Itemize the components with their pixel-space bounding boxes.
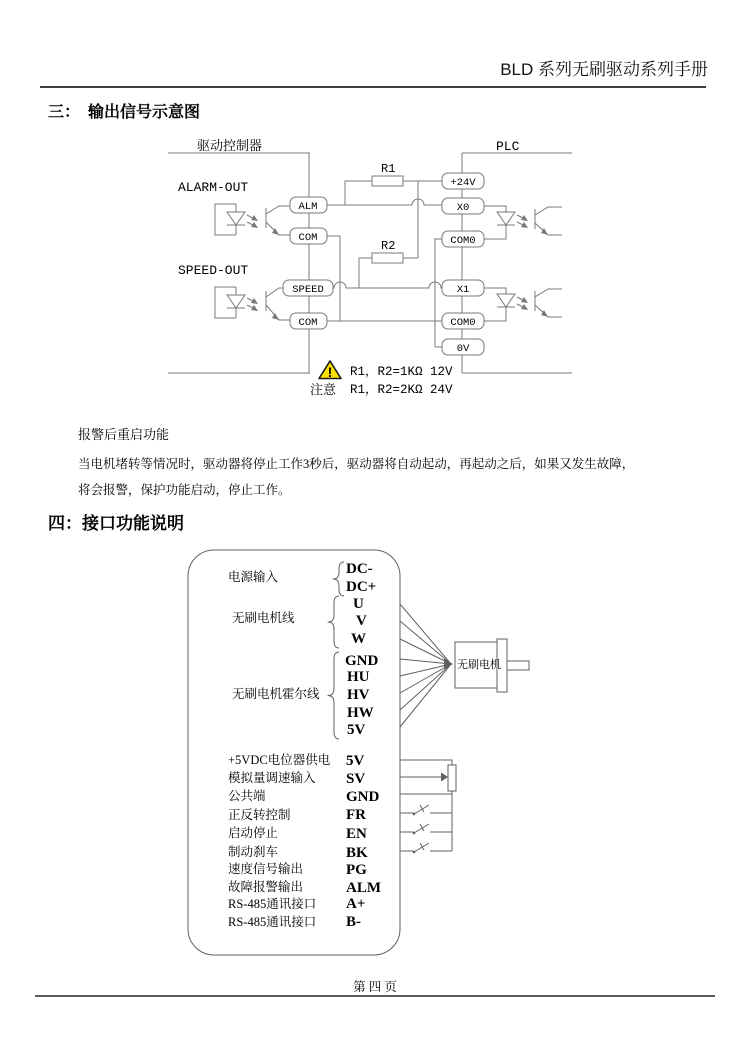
pin-en: EN (346, 826, 367, 842)
pin-bk: BK (346, 845, 368, 861)
terminal-alm (290, 197, 327, 213)
pin-5v-hall: 5V (347, 722, 366, 738)
row-common-label: 公共端 (228, 789, 266, 803)
pin-group-braces (328, 562, 344, 739)
pin-u: U (353, 596, 364, 612)
pin-gnd-hall: GND (345, 653, 379, 669)
row-rs485-a-label: RS-485通讯接口 (228, 897, 317, 911)
document-header-title: BLD 系列无刷驱动系列手册 (500, 60, 708, 79)
terminal-speed-label: SPEED (292, 284, 324, 296)
motor-label: 无刷电机 (457, 659, 501, 671)
resistor-r2-label: R2 (381, 239, 396, 253)
restart-note-line-1: 当电机堵转等情况时，驱动器将停止工作3秒后，驱动器将自动起动，再起动之后，如果又发生故障， (78, 457, 635, 471)
terminal-com0-b (442, 313, 484, 329)
terminal-com0-a-label: COM0 (450, 235, 476, 247)
pin-v: V (356, 613, 367, 629)
resistor-r2 (372, 239, 403, 263)
page-number: 第 四 页 (353, 980, 397, 994)
terminal-speed (283, 280, 333, 296)
terminal-24v (442, 173, 484, 189)
pin-hv: HV (347, 687, 370, 703)
pin-5v: 5V (346, 753, 365, 769)
alarm-optocoupler (215, 204, 290, 235)
interface-diagram (0, 540, 750, 970)
output-signal-diagram (0, 130, 750, 402)
plc-x1-optocoupler (484, 288, 562, 321)
warning-exclamation: ! (327, 364, 333, 380)
driver-controller-title: 驱动控制器 (197, 138, 263, 153)
pin-fr: FR (346, 807, 366, 823)
terminal-com0-b-label: COM0 (450, 317, 476, 329)
row-brake-label: 制动刹车 (228, 845, 279, 859)
terminal-com-1-label: COM (298, 232, 318, 244)
plc-x0-optocoupler (484, 206, 562, 239)
warning-label: 注意 (310, 382, 337, 397)
terminal-x1 (442, 280, 484, 296)
pin-hw: HW (347, 705, 374, 721)
pin-b-minus: B- (346, 914, 361, 930)
terminal-com-1 (290, 228, 327, 244)
plc-title: PLC (496, 139, 520, 154)
brushless-motor (455, 639, 529, 692)
group-hall-wires-label: 无刷电机霍尔线 (232, 687, 320, 701)
alarm-out-label: ALARM-OUT (178, 180, 249, 195)
terminal-x1-label: X1 (456, 284, 470, 296)
pin-dc-minus: DC- (346, 561, 373, 577)
terminal-24v-label: +24V (450, 177, 476, 189)
group-power-label: 电源输入 (228, 570, 279, 584)
row-alarm-output-label: 故障报警输出 (228, 880, 304, 894)
terminal-x0-label: X0 (456, 202, 470, 214)
row-enable-label: 启动停止 (228, 826, 279, 840)
restart-note-title: 报警后重启功能 (78, 427, 170, 442)
pin-hu: HU (347, 669, 370, 685)
pin-alm: ALM (346, 880, 381, 896)
terminal-alm-label: ALM (298, 201, 318, 213)
terminal-x0 (442, 198, 484, 214)
warning-line-2: R1，R2=2KΩ 24V (350, 383, 453, 397)
warning-line-1: R1，R2=1KΩ 12V (350, 365, 453, 379)
terminal-com0-a (442, 231, 484, 247)
motor-wires (400, 604, 453, 727)
header-rule (40, 86, 706, 88)
pin-w: W (351, 631, 366, 647)
pin-a-plus: A+ (346, 896, 366, 912)
terminal-com-2 (290, 313, 327, 329)
row-5vdc-label: +5VDC电位器供电 (228, 753, 331, 767)
signal-wires (326, 181, 442, 347)
warning-note (310, 361, 453, 397)
terminal-0v-label: 0V (456, 343, 470, 355)
resistor-r1-label: R1 (381, 162, 396, 176)
row-direction-label: 正反转控制 (228, 808, 291, 822)
pin-pg: PG (346, 862, 367, 878)
restart-note (78, 424, 634, 503)
speed-optocoupler (215, 287, 290, 320)
terminal-0v (442, 339, 484, 355)
restart-note-line-2: 将会报警，保护功能启动，停止工作。 (78, 483, 291, 497)
resistor-r1 (372, 162, 403, 186)
section-4-heading: 四：接口功能说明 (48, 514, 184, 533)
section-3-heading: 三： 输出信号示意图 (48, 104, 201, 121)
footer-rule (35, 995, 715, 997)
group-motor-wires-label: 无刷电机线 (232, 611, 295, 625)
terminal-com-2-label: COM (298, 317, 318, 329)
pin-gnd: GND (346, 789, 380, 805)
speed-out-label: SPEED-OUT (178, 263, 249, 278)
pin-dc-plus: DC+ (346, 579, 377, 595)
row-analog-label: 模拟量调速输入 (228, 771, 316, 785)
row-speed-signal-label: 速度信号输出 (228, 862, 304, 876)
control-switches (400, 805, 452, 853)
pin-sv: SV (346, 771, 366, 787)
row-rs485-b-label: RS-485通讯接口 (228, 915, 317, 929)
